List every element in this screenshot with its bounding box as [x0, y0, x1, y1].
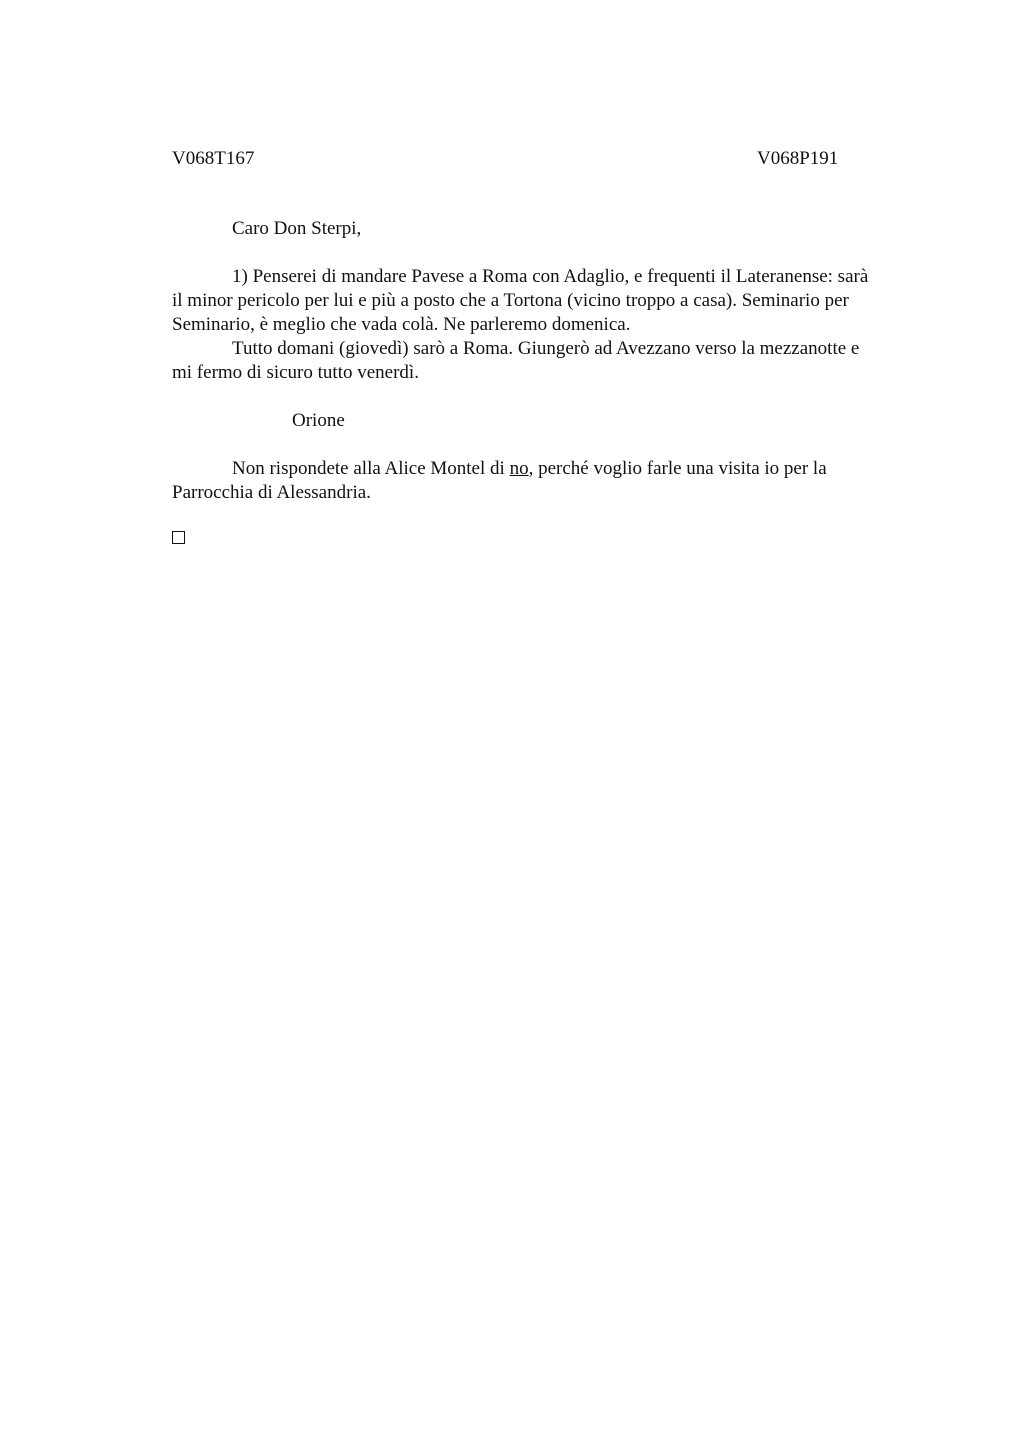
- empty-square-icon: [172, 531, 185, 544]
- postscript-line-1: [172, 457, 928, 481]
- paragraph-1-line-1: 1) Penserei di mandare Pavese a Roma con Adaglio, e frequenti il Lateranense: sarà: [232, 266, 869, 287]
- document-reference-right: V068P191: [757, 148, 839, 169]
- paragraph-1-line-3: Seminario, è meglio che vada colà. Ne parleremo domenica.: [172, 314, 631, 335]
- letter-body: [172, 217, 928, 505]
- paragraph-2-line-1: Tutto domani (giovedì) sarò a Roma. Giungerò ad Avezzano verso la mezzanotte e: [232, 338, 860, 359]
- postscript-line-2: Parrocchia di Alessandria.: [172, 482, 371, 503]
- paragraph-2-line-2: mi fermo di sicuro tutto venerdì.: [172, 362, 419, 383]
- salutation: Caro Don Sterpi,: [232, 218, 362, 239]
- spacer: [172, 385, 928, 409]
- document-reference-left: V068T167: [172, 148, 255, 169]
- postscript-text-after: , perché voglio farle una visita io per la: [528, 458, 827, 479]
- postscript-underlined-word: no: [509, 458, 529, 479]
- postscript-text-before: Non rispondete alla Alice Montel di: [232, 458, 510, 479]
- spacer: [172, 433, 928, 457]
- paragraph-2: [172, 337, 928, 385]
- postscript: [172, 457, 928, 505]
- paragraph-1: [172, 265, 928, 337]
- spacer: [172, 241, 928, 265]
- signature: Orione: [292, 410, 345, 431]
- paragraph-1-line-2: il minor pericolo per lui e più a posto che a Tortona (vicino troppo a casa). Seminario per: [172, 290, 849, 311]
